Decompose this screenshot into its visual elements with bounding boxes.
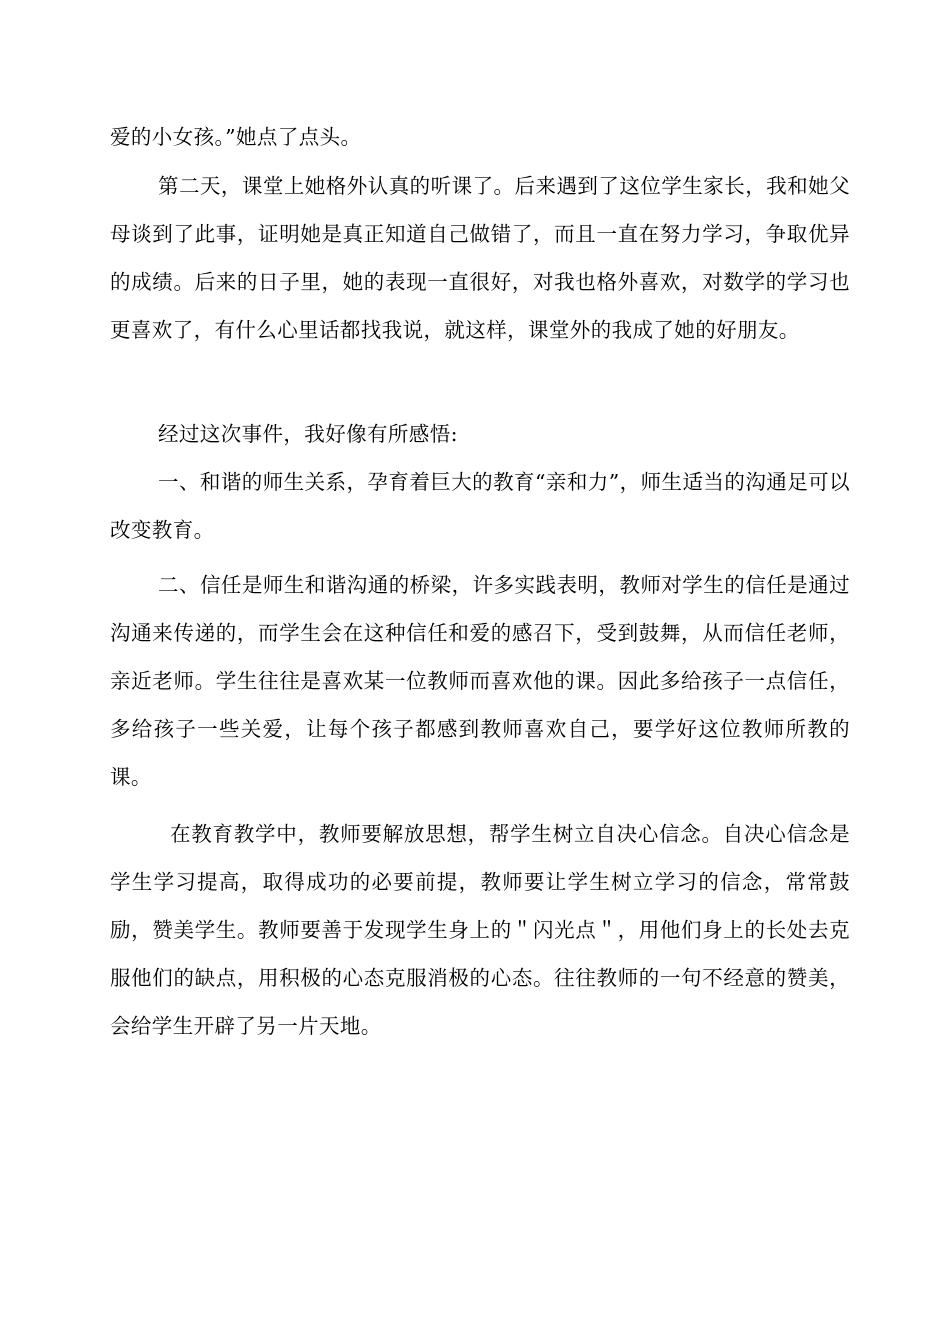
paragraph-second-day: 第二天，课堂上她格外认真的听课了。后来遇到了这位学生家长，我和她父母谈到了此事，证明她是真正知道自己做错了，而且一直在努力学习，争取优异的成绩。后来的日子里，她的表现一直很好，对我也格外喜欢，对数学的学习也更喜欢了，有什么心里话都找我说，就这样，课堂外的我成了她的好朋友。 [110,174,850,342]
paragraph-point-two: 二、信任是师生和谐沟通的桥梁，许多实践表明，教师对学生的信任是通过沟通来传递的，而学生会在这种信任和爱的感召下，受到鼓舞，从而信任老师，亲近老师。学生往往是喜欢某一位教师而喜欢他的课。因此多给孩子一点信任，多给孩子一些关爱，让每个孩子都感到教师喜欢自己，要学好这位教师所教的课。 [110,573,850,789]
paragraph-continuation: 爱的小女孩。”她点了点头。 [110,125,362,149]
paragraph-point-one: 一、和谐的师生关系，孕育着巨大的教育“亲和力”，师生适当的沟通足可以改变教育。 [110,470,850,542]
paragraph-reflection-intro: 经过这次事件，我好像有所感悟: [158,422,458,446]
paragraph-teaching: 在教育教学中，教师要解放思想，帮学生树立自决心信念。自决心信念是学生学习提高，取得成功的必要前提，教师要让学生树立学习的信念，常常鼓励，赞美学生。教师要善于发现学生身上的＂闪光点＂，用他们身上的长处去克服他们的缺点，用积极的心态克服消极的心态。往往教师的一句不经意的赞美，会给学生开辟了另一片天地。 [110,822,850,1038]
